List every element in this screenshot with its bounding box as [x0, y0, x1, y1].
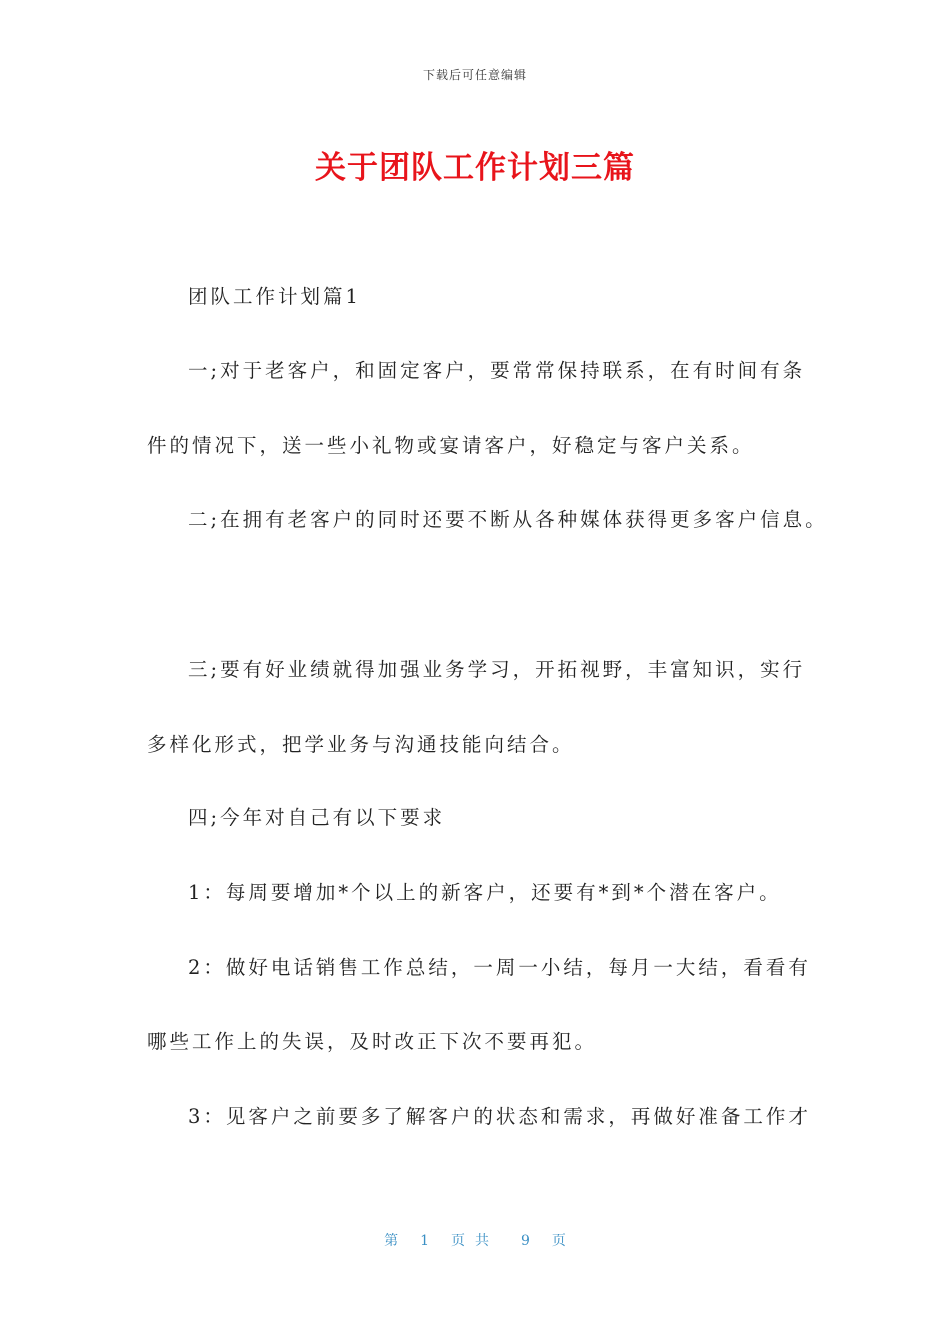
document-title: 关于团队工作计划三篇: [315, 150, 635, 186]
current-page-number: 1: [420, 1233, 429, 1249]
paragraph-line: 三;要有好业绩就得加强业务学习，开拓视野，丰富知识，实行: [188, 658, 806, 681]
header-note: 下载后可任意编辑: [422, 68, 527, 82]
paragraph-line: 件的情况下，送一些小礼物或宴请客户，好稳定与客户关系。: [147, 434, 755, 457]
paragraph-line: 二;在拥有老客户的同时还要不断从各种媒体获得更多客户信息。: [188, 508, 828, 531]
footer-prefix: 第: [384, 1233, 399, 1249]
paragraph-line: 1：每周要增加*个以上的新客户，还要有*到*个潜在客户。: [188, 881, 782, 904]
paragraph-line: 2：做好电话销售工作总结，一周一小结，每月一大结，看看有: [188, 956, 811, 979]
paragraph-line: 四;今年对自己有以下要求: [188, 806, 446, 829]
page-footer: [0, 1230, 950, 1250]
paragraph-line: 哪些工作上的失误，及时改正下次不要再犯。: [147, 1030, 598, 1053]
paragraph-line: 一;对于老客户，和固定客户，要常常保持联系，在有时间有条: [188, 359, 806, 382]
paragraph-line: 多样化形式，把学业务与沟通技能向结合。: [147, 733, 575, 756]
paragraph-line: 3：见客户之前要多了解客户的状态和需求，再做好准备工作才: [188, 1105, 811, 1128]
total-pages-number: 9: [521, 1233, 530, 1249]
section-heading: 团队工作计划篇1: [188, 285, 361, 308]
footer-middle: 页共: [451, 1233, 499, 1249]
footer-suffix: 页: [551, 1233, 566, 1249]
